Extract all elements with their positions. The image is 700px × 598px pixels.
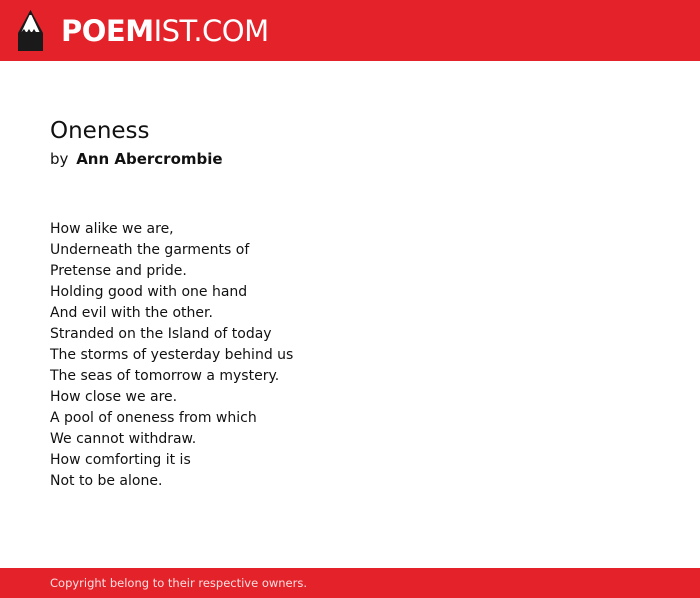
poem-line: Not to be alone.	[50, 473, 163, 489]
site-footer	[0, 568, 700, 598]
poem-line: How close we are.	[50, 389, 178, 405]
site-logo-text[interactable]	[61, 14, 269, 48]
poem-body	[50, 219, 293, 492]
poem-title: Oneness	[50, 118, 150, 144]
poem-line: How alike we are,	[50, 221, 174, 237]
poem-line: How comforting it is	[50, 452, 191, 468]
poem-line: Underneath the garments of	[50, 242, 250, 258]
pencil-tip-icon	[18, 10, 43, 51]
poem-author: Ann Abercrombie	[76, 150, 223, 168]
poem-line: Pretense and pride.	[50, 263, 187, 279]
copyright-notice: Copyright belong to their respective owners.	[50, 576, 308, 590]
poem-line: The seas of tomorrow a mystery.	[50, 368, 280, 384]
byline-label: by	[50, 150, 69, 168]
poem-line: Stranded on the Island of today	[50, 326, 272, 342]
site-header	[0, 0, 700, 61]
poem-line: The storms of yesterday behind us	[50, 347, 294, 363]
logo-text-light: IST.COM	[153, 14, 269, 48]
logo-text-bold: POEM	[61, 14, 154, 48]
poem-byline	[50, 148, 223, 170]
poem-line: We cannot withdraw.	[50, 431, 197, 447]
poem-line: Holding good with one hand	[50, 284, 248, 300]
poem-line: And evil with the other.	[50, 305, 213, 321]
poem-line: A pool of oneness from which	[50, 410, 257, 426]
